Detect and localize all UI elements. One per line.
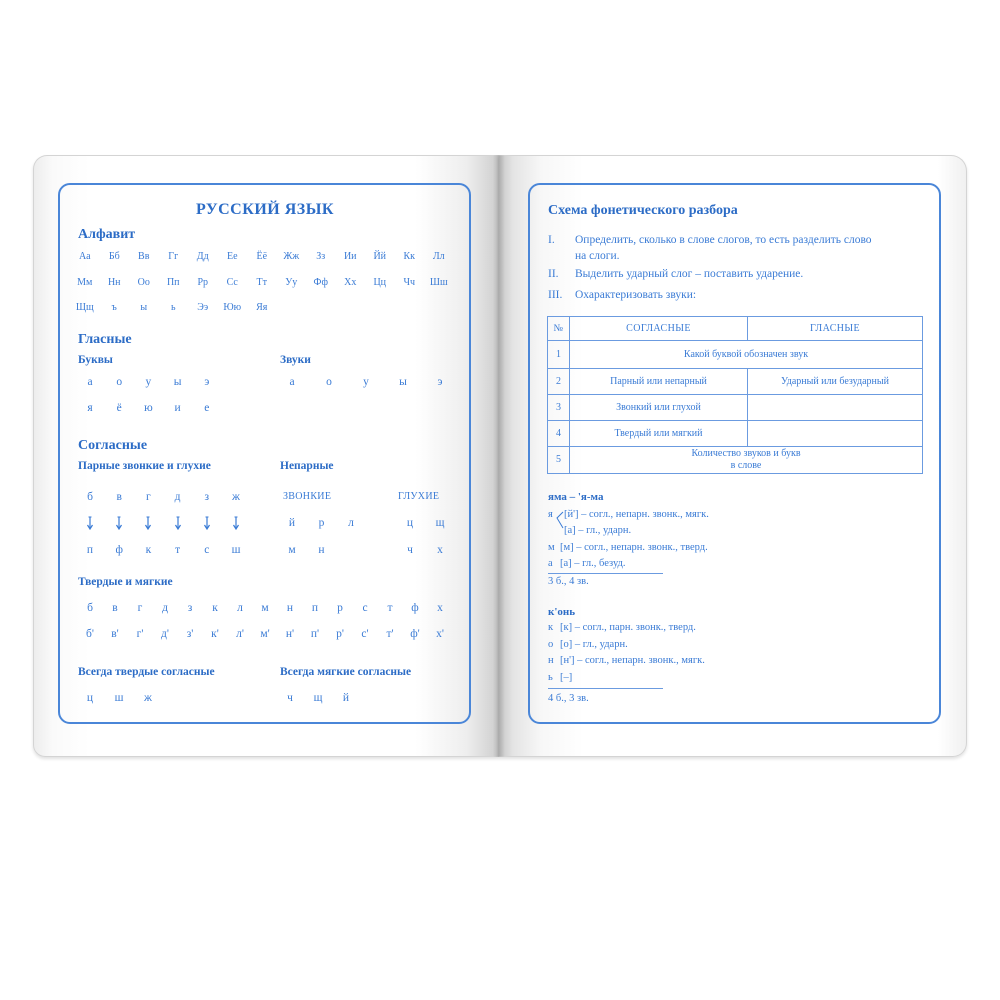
alphabet-letter: ы bbox=[140, 302, 148, 313]
alphabet-letter: Аа bbox=[78, 251, 91, 262]
paired-voiceless-consonant: ш bbox=[231, 544, 241, 556]
example-divider bbox=[548, 573, 663, 574]
alphabet-letter: Пп bbox=[166, 276, 180, 288]
unpaired-voiceless-label: ГЛУХИЕ bbox=[398, 491, 440, 502]
alphabet-letter: Хх bbox=[344, 276, 357, 288]
table-cell-vowel bbox=[748, 395, 923, 421]
example-letter: я bbox=[548, 509, 553, 520]
example-divider bbox=[548, 688, 663, 689]
fork-bracket-icon bbox=[555, 510, 564, 532]
example-word: к'онь bbox=[548, 606, 576, 618]
example-sound: [н'] – согл., непарн. звонк., мягк. bbox=[560, 655, 705, 666]
hard-consonant: н bbox=[286, 602, 294, 614]
alphabet-letter: Кк bbox=[403, 251, 416, 262]
paired-voiced-consonant: г bbox=[146, 491, 151, 503]
alphabet-letter: Нн bbox=[107, 276, 121, 288]
hard-consonant: л bbox=[237, 602, 243, 614]
soft-consonant: з' bbox=[186, 628, 194, 640]
row-number: 5 bbox=[548, 447, 570, 474]
down-arrow-icon bbox=[115, 516, 123, 530]
alphabet-letter: Мм bbox=[77, 276, 93, 288]
table-header-consonants: СОГЛАСНЫЕ bbox=[570, 317, 748, 341]
hard-consonant: р bbox=[337, 602, 343, 614]
example-sound: [о] – гл., ударн. bbox=[560, 639, 628, 650]
example-total: 4 б., 3 зв. bbox=[548, 693, 589, 704]
alphabet-letter: Ээ bbox=[197, 302, 209, 313]
paired-voiced-consonant: в bbox=[116, 491, 122, 503]
down-arrow-icon bbox=[174, 516, 182, 530]
always-hard-consonant: ж bbox=[144, 692, 152, 704]
example-word: яма – 'я-ма bbox=[548, 491, 604, 503]
hard-consonant: в bbox=[112, 602, 118, 614]
down-arrow-icon bbox=[232, 516, 240, 530]
soft-consonant: р' bbox=[336, 628, 344, 640]
alphabet-letter: Ёё bbox=[256, 251, 268, 262]
soft-consonant: б' bbox=[86, 628, 94, 640]
alphabet-letter: Цц bbox=[373, 276, 387, 288]
hard-consonant: б bbox=[87, 602, 93, 614]
paired-voiceless-consonant: п bbox=[86, 544, 94, 556]
soft-consonant: г' bbox=[136, 628, 144, 640]
hard-consonant: з bbox=[187, 602, 193, 614]
hard-consonant: к bbox=[212, 602, 218, 614]
example-letter: к bbox=[548, 622, 554, 633]
example-letter: н bbox=[548, 655, 554, 666]
step-number: III. bbox=[548, 289, 563, 301]
paired-voiced-consonant: з bbox=[204, 491, 210, 503]
vowel-letter: и bbox=[174, 402, 181, 414]
row-number: 2 bbox=[548, 369, 570, 395]
row-number: 1 bbox=[548, 341, 570, 369]
table-row bbox=[548, 447, 923, 474]
alphabet-letter: Ее bbox=[226, 251, 238, 262]
alphabet-letter: Юю bbox=[223, 302, 242, 313]
always-hard-label: Всегда твердые согласные bbox=[78, 666, 215, 678]
hard-consonant: г bbox=[137, 602, 143, 614]
vowel-sound: у bbox=[363, 376, 369, 388]
row-number: 3 bbox=[548, 395, 570, 421]
soft-consonant: м' bbox=[260, 628, 270, 640]
alphabet-letter: Яя bbox=[256, 302, 268, 313]
always-hard-consonant: ш bbox=[114, 692, 124, 704]
page-title: РУССКИЙ ЯЗЫК bbox=[195, 201, 335, 218]
alphabet-letter: Уу bbox=[285, 276, 298, 288]
vowel-sound: а bbox=[289, 376, 295, 388]
always-hard-consonant: ц bbox=[86, 692, 94, 704]
down-arrow-icon bbox=[203, 516, 211, 530]
soft-consonant: т' bbox=[386, 628, 394, 640]
table-row bbox=[548, 421, 923, 447]
table-cell-span bbox=[570, 447, 923, 474]
example-sound: [м] – согл., непарн. звонк., тверд. bbox=[560, 542, 708, 553]
hard-consonant: т bbox=[387, 602, 393, 614]
alphabet-letter: Рр bbox=[197, 276, 209, 288]
step-text: Выделить ударный слог – поставить ударение. bbox=[575, 268, 804, 280]
table-cell-consonant: Парный или непарный bbox=[570, 369, 748, 395]
soft-consonant: л' bbox=[236, 628, 244, 640]
unpaired-voiced-consonant: л bbox=[348, 517, 354, 529]
phonetic-analysis-table bbox=[547, 316, 923, 474]
hard-consonant: с bbox=[362, 602, 368, 614]
unpaired-voiceless-consonant: щ bbox=[435, 517, 445, 529]
example-letter: о bbox=[548, 639, 554, 650]
alphabet-letter: ъ bbox=[111, 302, 117, 313]
hard-consonant: х bbox=[437, 602, 443, 614]
step-text: Определить, сколько в слове слогов, то есть разделить слово bbox=[575, 234, 872, 246]
alphabet-letter: Гг bbox=[168, 251, 179, 262]
soft-consonant: в' bbox=[111, 628, 119, 640]
example-total: 3 б., 4 зв. bbox=[548, 576, 589, 587]
paired-voiced-consonant: б bbox=[87, 491, 93, 503]
table-cell-line: в слове bbox=[730, 460, 762, 471]
vowels-heading: Гласные bbox=[78, 332, 132, 347]
always-soft-consonant: й bbox=[342, 692, 350, 704]
table-header-vowels: ГЛАСНЫЕ bbox=[748, 317, 923, 341]
step-text: на слоги. bbox=[575, 250, 620, 262]
paired-voiceless-consonant: т bbox=[175, 544, 181, 556]
table-row bbox=[548, 341, 923, 369]
unpaired-voiced-consonant: й bbox=[288, 517, 296, 529]
hard-consonant: п bbox=[311, 602, 319, 614]
table-cell-vowel: Ударный или безударный bbox=[748, 369, 923, 395]
alphabet-letter: Зз bbox=[316, 251, 326, 262]
soft-consonant: ф' bbox=[410, 628, 420, 640]
example-letter: ь bbox=[548, 672, 553, 683]
paired-voiceless-consonant: с bbox=[204, 544, 210, 556]
alphabet-letter: Чч bbox=[403, 276, 416, 288]
paired-voiced-consonant: д bbox=[174, 491, 181, 503]
alphabet-letter: Шш bbox=[429, 276, 448, 288]
example-sound: [й'] – согл., непарн. звонк., мягк. bbox=[564, 509, 709, 520]
hard-consonant: ф bbox=[411, 602, 419, 614]
vowel-letter: ы bbox=[173, 376, 182, 388]
example-sound: [к] – согл., парн. звонк., тверд. bbox=[560, 622, 696, 633]
soft-consonant: с' bbox=[361, 628, 369, 640]
vowel-letter: а bbox=[87, 376, 93, 388]
unpaired-voiceless-consonant: ц bbox=[406, 517, 414, 529]
example-sound: [–] bbox=[560, 672, 573, 683]
alphabet-letter: Щщ bbox=[75, 302, 94, 313]
vowel-letter: е bbox=[204, 402, 210, 414]
consonants-heading: Согласные bbox=[78, 438, 148, 453]
alphabet-letter: Йй bbox=[373, 251, 387, 262]
unpaired-voiceless-consonant: ч bbox=[407, 544, 413, 556]
unpaired-voiced-label: ЗВОНКИЕ bbox=[283, 491, 332, 502]
alphabet-letter: Бб bbox=[108, 251, 120, 262]
soft-consonant: д' bbox=[161, 628, 169, 640]
hard-soft-heading: Твердые и мягкие bbox=[78, 576, 173, 588]
example-sound: [а] – гл., безуд. bbox=[560, 558, 626, 569]
unpaired-voiced-consonant: м bbox=[288, 544, 296, 556]
page-fold bbox=[493, 155, 505, 757]
alphabet-letter: Фф bbox=[313, 276, 328, 288]
unpaired-voiced-consonant: н bbox=[318, 544, 325, 556]
alphabet-letter: Вв bbox=[138, 251, 150, 262]
down-arrow-icon bbox=[86, 516, 94, 530]
table-header-row bbox=[548, 317, 923, 341]
alphabet-letter: Ии bbox=[343, 251, 357, 262]
soft-consonant: п' bbox=[310, 628, 320, 640]
soft-consonant: к' bbox=[211, 628, 219, 640]
vowel-sound: э bbox=[437, 376, 443, 388]
table-cell-line: Количество звуков и букв bbox=[691, 448, 801, 459]
vowel-sound: ы bbox=[399, 376, 407, 388]
vowel-letter: ё bbox=[116, 402, 122, 414]
table-cell-consonant: Звонкий или глухой bbox=[570, 395, 748, 421]
vowel-sounds-label: Звуки bbox=[280, 354, 311, 366]
always-soft-consonant: ч bbox=[287, 692, 293, 704]
example-letter: м bbox=[548, 542, 555, 553]
unpaired-voiced-consonant: р bbox=[318, 517, 325, 529]
alphabet-letter: Лл bbox=[432, 251, 445, 262]
table-cell-consonant: Твердый или мягкий bbox=[570, 421, 748, 447]
step-number: I. bbox=[548, 234, 555, 246]
alphabet-heading: Алфавит bbox=[78, 227, 136, 242]
step-text: Охарактеризовать звуки: bbox=[575, 289, 697, 301]
always-soft-consonant: щ bbox=[313, 692, 323, 704]
table-header-number: № bbox=[548, 317, 570, 341]
alphabet-letter: Оо bbox=[137, 276, 150, 288]
alphabet-letter: ь bbox=[170, 302, 176, 313]
alphabet-letter: Сс bbox=[226, 276, 238, 288]
vowel-letter: ю bbox=[144, 402, 153, 414]
down-arrow-icon bbox=[144, 516, 152, 530]
unpaired-voiceless-consonant: х bbox=[437, 544, 443, 556]
example-letter: а bbox=[548, 558, 553, 569]
alphabet-letter: Дд bbox=[196, 251, 209, 262]
step-number: II. bbox=[548, 268, 559, 280]
table-cell-vowel bbox=[748, 421, 923, 447]
alphabet-letter: Жж bbox=[283, 251, 300, 262]
always-soft-label: Всегда мягкие согласные bbox=[280, 666, 412, 678]
hard-consonant: д bbox=[162, 602, 168, 614]
table-row bbox=[548, 369, 923, 395]
paired-voiced-consonant: ж bbox=[232, 491, 240, 503]
soft-consonant: н' bbox=[285, 628, 295, 640]
vowel-letter: э bbox=[204, 376, 210, 388]
hard-consonant: м bbox=[261, 602, 269, 614]
vowel-letter: о bbox=[116, 376, 123, 388]
unpaired-consonants-label: Непарные bbox=[280, 460, 334, 472]
soft-consonant: х' bbox=[436, 628, 444, 640]
vowel-letters-label: Буквы bbox=[78, 354, 113, 366]
vowel-letter: у bbox=[145, 376, 152, 388]
table-cell-span: Какой буквой обозначен звук bbox=[570, 341, 923, 369]
alphabet-letter: Тт bbox=[256, 276, 267, 288]
paired-consonants-label: Парные звонкие и глухие bbox=[78, 460, 211, 472]
row-number: 4 bbox=[548, 421, 570, 447]
paired-voiceless-consonant: к bbox=[145, 544, 152, 556]
vowel-letter: я bbox=[87, 402, 93, 414]
vowel-sound: о bbox=[326, 376, 332, 388]
paired-voiceless-consonant: ф bbox=[115, 544, 123, 556]
table-row bbox=[548, 395, 923, 421]
example-sound: [а] – гл., ударн. bbox=[564, 525, 632, 536]
scheme-title: Схема фонетического разбора bbox=[548, 203, 738, 218]
